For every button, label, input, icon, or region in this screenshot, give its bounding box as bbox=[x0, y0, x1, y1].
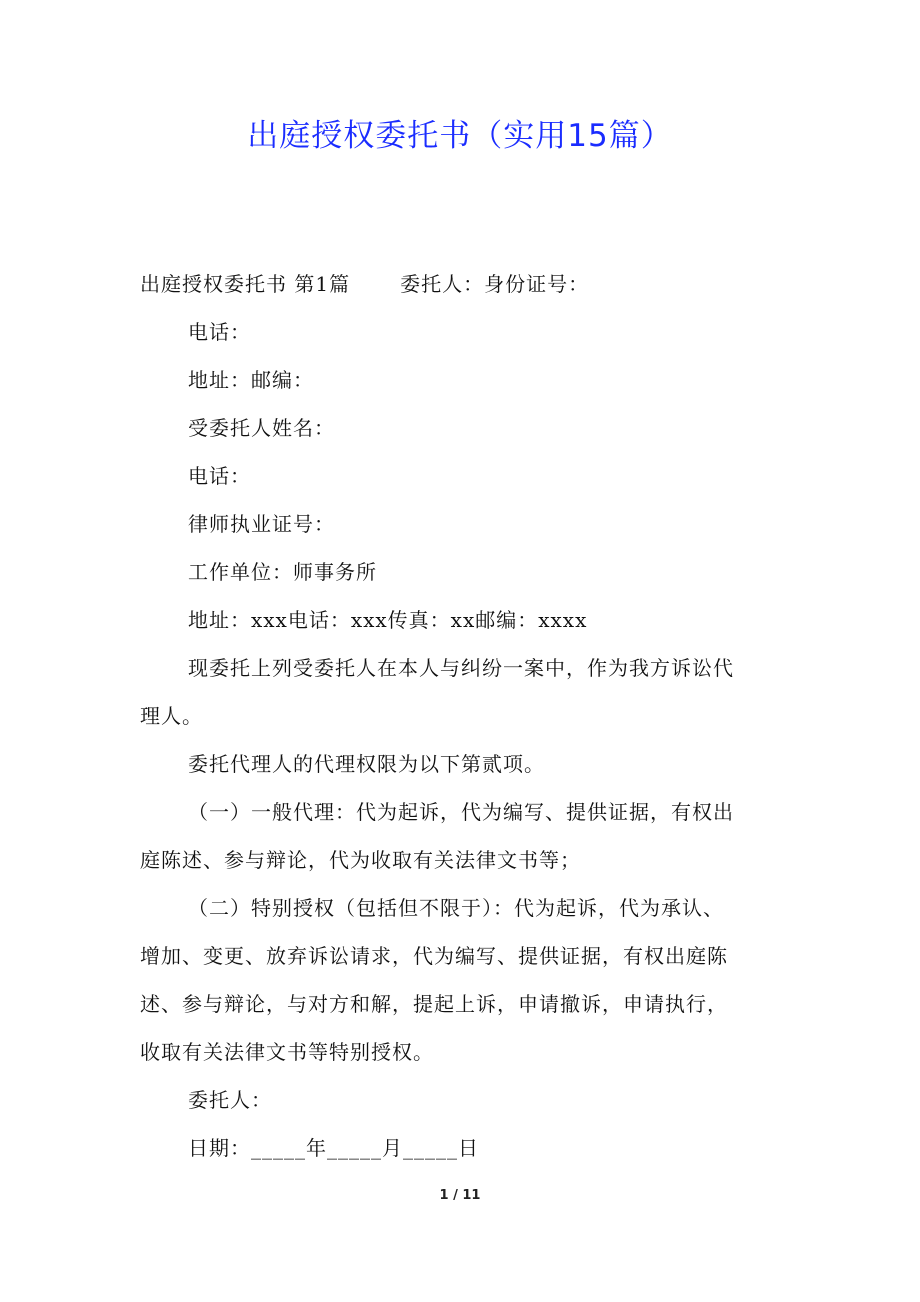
section-heading-line bbox=[140, 260, 790, 308]
phone-field: 电话： bbox=[188, 320, 251, 344]
signer-field: 委托人： bbox=[188, 1088, 272, 1112]
principal-id-field: 委托人：身份证号： bbox=[400, 272, 590, 296]
paragraph-line: 现委托上列受委托人在本人与纠纷一案中，作为我方诉讼代 bbox=[188, 656, 734, 680]
document-body bbox=[140, 260, 790, 1172]
paragraph-line: 收取有关法律文书等特别授权。 bbox=[140, 1040, 434, 1064]
paragraph-line: （二）特别授权（包括但不限于）：代为起诉，代为承认、 bbox=[188, 896, 724, 920]
paragraph-line: （一）一般代理：代为起诉，代为编写、提供证据，有权出 bbox=[188, 800, 734, 824]
paragraph-line: 庭陈述、参与辩论，代为收取有关法律文书等； bbox=[140, 848, 581, 872]
work-unit-field: 工作单位：师事务所 bbox=[188, 560, 377, 584]
paragraph-line: 委托代理人的代理权限为以下第贰项。 bbox=[188, 752, 545, 776]
paragraph-line: 增加、变更、放弃诉讼请求，代为编写、提供证据，有权出庭陈 bbox=[140, 944, 728, 968]
lawyer-license-field: 律师执业证号： bbox=[188, 512, 335, 536]
contact-details-field: 地址：xxx电话：xxx传真：xx邮编：xxxx bbox=[188, 608, 588, 632]
section-heading: 出庭授权委托书 第1篇 bbox=[140, 272, 351, 296]
agent-phone-field: 电话： bbox=[188, 464, 251, 488]
date-field: 日期：_____年_____月_____日 bbox=[188, 1136, 479, 1160]
agent-name-field: 受委托人姓名： bbox=[188, 416, 335, 440]
address-postcode-field: 地址：邮编： bbox=[188, 368, 314, 392]
page-number: 1 / 11 bbox=[439, 1188, 481, 1203]
paragraph-line: 述、参与辩论，与对方和解，提起上诉，申请撤诉，申请执行， bbox=[140, 992, 728, 1016]
document-title: 出庭授权委托书（实用15篇） bbox=[247, 118, 673, 154]
paragraph-line: 理人。 bbox=[140, 704, 203, 728]
